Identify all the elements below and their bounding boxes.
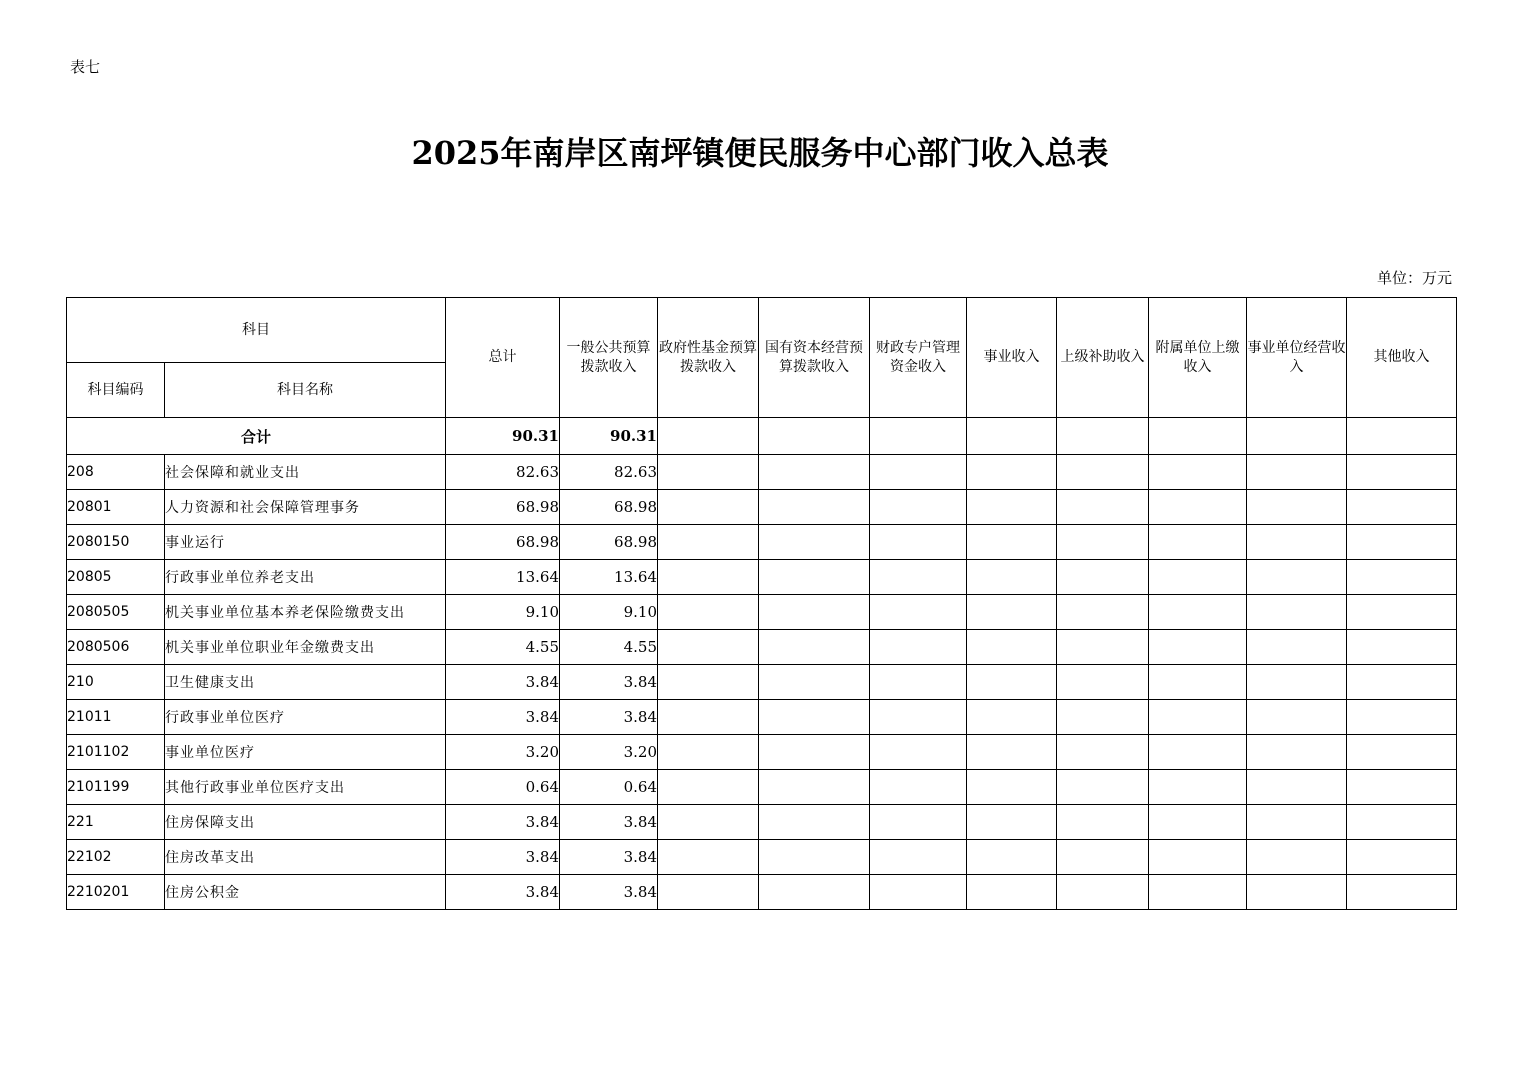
empty-cell: [759, 595, 870, 630]
empty-cell: [1149, 875, 1247, 910]
empty-cell: [870, 560, 967, 595]
empty-cell: [870, 595, 967, 630]
table-row: [67, 770, 1457, 805]
empty-cell: [1057, 875, 1149, 910]
total-label: 合计: [67, 418, 446, 455]
empty-cell: [658, 700, 759, 735]
empty-cell: [1347, 560, 1457, 595]
empty-cell: [870, 875, 967, 910]
empty-cell: [1149, 665, 1247, 700]
total-cell: 9.10: [446, 595, 560, 630]
empty-cell: [658, 805, 759, 840]
total-amount: 90.31: [446, 418, 560, 455]
empty-cell: [1247, 840, 1347, 875]
empty-cell: [1247, 665, 1347, 700]
subject-name-cell: 社会保障和就业支出: [165, 455, 446, 490]
subject-code-cell: 208: [67, 455, 165, 490]
subject-name-cell: 其他行政事业单位医疗支出: [165, 770, 446, 805]
empty-cell: [1149, 735, 1247, 770]
table-row: [67, 665, 1457, 700]
empty-cell: [1149, 840, 1247, 875]
empty-cell: [967, 700, 1057, 735]
empty-cell: [1057, 735, 1149, 770]
empty-cell: [870, 735, 967, 770]
table-row: [67, 700, 1457, 735]
subject-name-cell: 住房改革支出: [165, 840, 446, 875]
empty-cell: [1057, 595, 1149, 630]
total-cell: 3.20: [446, 735, 560, 770]
table-row: [67, 455, 1457, 490]
empty-cell: [759, 770, 870, 805]
header-fiscal-special: 财政专户管理资金收入: [870, 298, 967, 418]
total-cell: 4.55: [446, 630, 560, 665]
empty-cell: [759, 630, 870, 665]
subject-code-cell: 2080506: [67, 630, 165, 665]
empty-cell: [967, 595, 1057, 630]
empty-cell: [658, 665, 759, 700]
empty-cell: [1149, 525, 1247, 560]
empty-cell: [759, 700, 870, 735]
empty-cell: [1247, 875, 1347, 910]
table-row: [67, 630, 1457, 665]
empty-cell: [1149, 418, 1247, 455]
subject-name-cell: 行政事业单位养老支出: [165, 560, 446, 595]
header-state-capital: 国有资本经营预算拨款收入: [759, 298, 870, 418]
header-affiliated-units: 附属单位上缴收入: [1149, 298, 1247, 418]
empty-cell: [1347, 630, 1457, 665]
empty-cell: [1057, 770, 1149, 805]
empty-cell: [1247, 490, 1347, 525]
subject-code-cell: 221: [67, 805, 165, 840]
table-row: [67, 595, 1457, 630]
empty-cell: [1247, 595, 1347, 630]
empty-cell: [658, 840, 759, 875]
general-budget-cell: 3.84: [560, 840, 658, 875]
empty-cell: [1247, 630, 1347, 665]
subject-code-cell: 2101102: [67, 735, 165, 770]
subject-name-cell: 事业运行: [165, 525, 446, 560]
general-budget-cell: 82.63: [560, 455, 658, 490]
subject-code-cell: 21011: [67, 700, 165, 735]
subject-name-cell: 住房公积金: [165, 875, 446, 910]
total-cell: 3.84: [446, 700, 560, 735]
empty-cell: [1149, 595, 1247, 630]
empty-cell: [759, 840, 870, 875]
empty-cell: [658, 560, 759, 595]
empty-cell: [1057, 700, 1149, 735]
empty-cell: [1347, 525, 1457, 560]
empty-cell: [658, 418, 759, 455]
subject-code-cell: 20805: [67, 560, 165, 595]
subject-code-cell: 20801: [67, 490, 165, 525]
header-other-income: 其他收入: [1347, 298, 1457, 418]
empty-cell: [967, 630, 1057, 665]
empty-cell: [1247, 770, 1347, 805]
header-general-budget: 一般公共预算拨款收入: [560, 298, 658, 418]
total-cell: 3.84: [446, 875, 560, 910]
table-row: [67, 875, 1457, 910]
empty-cell: [967, 560, 1057, 595]
total-cell: 3.84: [446, 840, 560, 875]
subject-name-cell: 机关事业单位基本养老保险缴费支出: [165, 595, 446, 630]
subject-name-cell: 人力资源和社会保障管理事务: [165, 490, 446, 525]
empty-cell: [870, 840, 967, 875]
empty-cell: [1247, 560, 1347, 595]
total-general-budget: 90.31: [560, 418, 658, 455]
empty-cell: [1347, 490, 1457, 525]
empty-cell: [1057, 840, 1149, 875]
unit-label: 单位：万元: [1376, 269, 1452, 287]
header-row: [67, 298, 1457, 363]
table-row: [67, 560, 1457, 595]
total-row: [67, 418, 1457, 455]
empty-cell: [870, 665, 967, 700]
empty-cell: [870, 630, 967, 665]
total-cell: 0.64: [446, 770, 560, 805]
empty-cell: [1057, 805, 1149, 840]
subject-name-cell: 卫生健康支出: [165, 665, 446, 700]
total-cell: 68.98: [446, 490, 560, 525]
subject-code-cell: 2080505: [67, 595, 165, 630]
empty-cell: [967, 418, 1057, 455]
general-budget-cell: 0.64: [560, 770, 658, 805]
subject-code-cell: 2101199: [67, 770, 165, 805]
general-budget-cell: 3.84: [560, 700, 658, 735]
empty-cell: [1247, 700, 1347, 735]
empty-cell: [1247, 525, 1347, 560]
empty-cell: [967, 840, 1057, 875]
page-title: 2025年南岸区南坪镇便民服务中心部门收入总表: [411, 134, 1109, 172]
empty-cell: [658, 595, 759, 630]
empty-cell: [759, 805, 870, 840]
header-business-operations: 事业单位经营收入: [1247, 298, 1347, 418]
income-summary-table: [66, 297, 1457, 910]
empty-cell: [1347, 700, 1457, 735]
general-budget-cell: 3.20: [560, 735, 658, 770]
empty-cell: [1057, 560, 1149, 595]
general-budget-cell: 3.84: [560, 805, 658, 840]
table-row: [67, 840, 1457, 875]
empty-cell: [1057, 418, 1149, 455]
header-subject-name: 科目名称: [165, 363, 446, 418]
table-row: [67, 735, 1457, 770]
total-cell: 3.84: [446, 665, 560, 700]
empty-cell: [658, 455, 759, 490]
general-budget-cell: 13.64: [560, 560, 658, 595]
empty-cell: [967, 490, 1057, 525]
empty-cell: [759, 490, 870, 525]
empty-cell: [1149, 700, 1247, 735]
empty-cell: [1057, 665, 1149, 700]
empty-cell: [1347, 418, 1457, 455]
empty-cell: [1347, 665, 1457, 700]
table-number-label: 表七: [70, 58, 101, 76]
empty-cell: [1057, 455, 1149, 490]
empty-cell: [1347, 735, 1457, 770]
subject-code-cell: 210: [67, 665, 165, 700]
empty-cell: [1347, 875, 1457, 910]
empty-cell: [1057, 490, 1149, 525]
empty-cell: [1347, 770, 1457, 805]
empty-cell: [1247, 735, 1347, 770]
empty-cell: [870, 700, 967, 735]
general-budget-cell: 3.84: [560, 665, 658, 700]
subject-code-cell: 22102: [67, 840, 165, 875]
empty-cell: [1057, 630, 1149, 665]
empty-cell: [967, 455, 1057, 490]
empty-cell: [870, 525, 967, 560]
empty-cell: [759, 418, 870, 455]
empty-cell: [759, 875, 870, 910]
empty-cell: [870, 490, 967, 525]
empty-cell: [658, 875, 759, 910]
header-business-income: 事业收入: [967, 298, 1057, 418]
empty-cell: [1247, 418, 1347, 455]
empty-cell: [870, 770, 967, 805]
empty-cell: [759, 735, 870, 770]
empty-cell: [1149, 455, 1247, 490]
empty-cell: [759, 560, 870, 595]
empty-cell: [1347, 455, 1457, 490]
header-superior-subsidy: 上级补助收入: [1057, 298, 1149, 418]
empty-cell: [1149, 560, 1247, 595]
header-subject: 科目: [67, 298, 446, 363]
subject-code-cell: 2210201: [67, 875, 165, 910]
header-total: 总计: [446, 298, 560, 418]
general-budget-cell: 9.10: [560, 595, 658, 630]
empty-cell: [1149, 490, 1247, 525]
subject-name-cell: 行政事业单位医疗: [165, 700, 446, 735]
empty-cell: [967, 665, 1057, 700]
total-cell: 3.84: [446, 805, 560, 840]
empty-cell: [759, 665, 870, 700]
empty-cell: [1347, 805, 1457, 840]
table-row: [67, 805, 1457, 840]
general-budget-cell: 4.55: [560, 630, 658, 665]
empty-cell: [1149, 630, 1247, 665]
subject-name-cell: 事业单位医疗: [165, 735, 446, 770]
empty-cell: [967, 805, 1057, 840]
header-gov-fund: 政府性基金预算拨款收入: [658, 298, 759, 418]
empty-cell: [1247, 805, 1347, 840]
empty-cell: [658, 525, 759, 560]
total-cell: 82.63: [446, 455, 560, 490]
empty-cell: [967, 525, 1057, 560]
total-cell: 68.98: [446, 525, 560, 560]
empty-cell: [967, 735, 1057, 770]
empty-cell: [967, 770, 1057, 805]
empty-cell: [870, 455, 967, 490]
subject-name-cell: 住房保障支出: [165, 805, 446, 840]
general-budget-cell: 68.98: [560, 490, 658, 525]
empty-cell: [870, 418, 967, 455]
empty-cell: [1347, 840, 1457, 875]
general-budget-cell: 3.84: [560, 875, 658, 910]
empty-cell: [870, 805, 967, 840]
empty-cell: [1347, 595, 1457, 630]
empty-cell: [1149, 770, 1247, 805]
empty-cell: [759, 525, 870, 560]
subject-code-cell: 2080150: [67, 525, 165, 560]
empty-cell: [658, 770, 759, 805]
empty-cell: [1057, 525, 1149, 560]
general-budget-cell: 68.98: [560, 525, 658, 560]
table-row: [67, 490, 1457, 525]
total-cell: 13.64: [446, 560, 560, 595]
empty-cell: [658, 490, 759, 525]
empty-cell: [658, 630, 759, 665]
empty-cell: [658, 735, 759, 770]
header-subject-code: 科目编码: [67, 363, 165, 418]
table-row: [67, 525, 1457, 560]
empty-cell: [1247, 455, 1347, 490]
empty-cell: [1149, 805, 1247, 840]
empty-cell: [967, 875, 1057, 910]
empty-cell: [759, 455, 870, 490]
subject-name-cell: 机关事业单位职业年金缴费支出: [165, 630, 446, 665]
